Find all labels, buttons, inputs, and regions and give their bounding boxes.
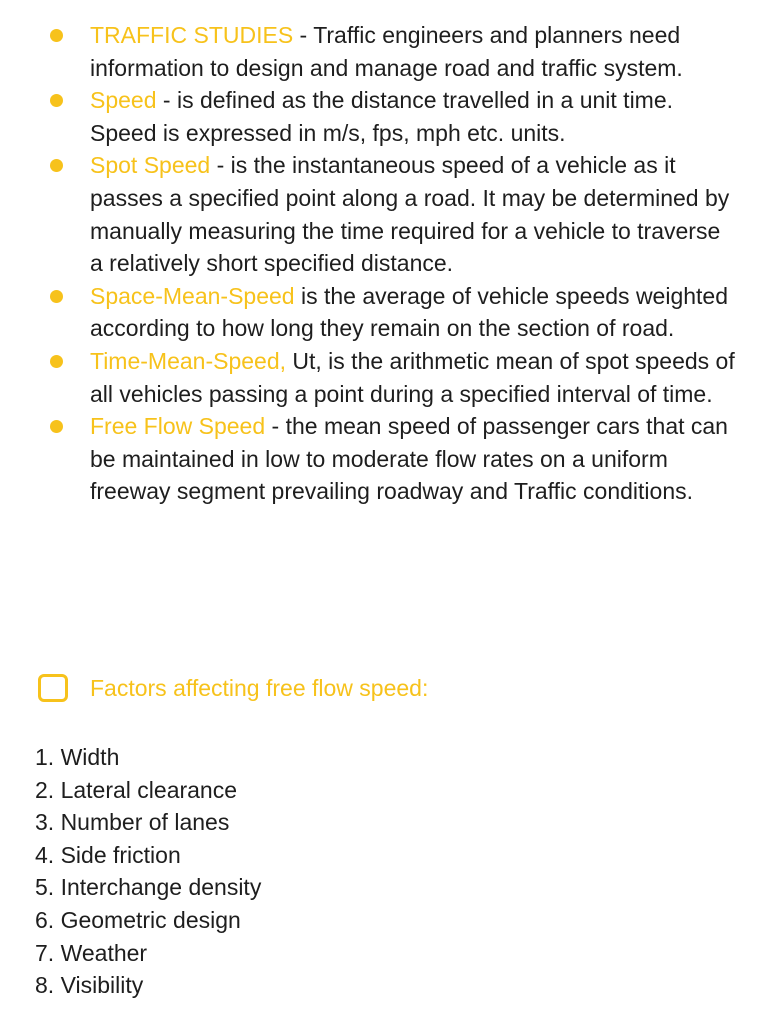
factor-item: 8. Visibility xyxy=(35,972,144,999)
definition-free-flow-speed xyxy=(0,410,768,508)
definition-text: - is the instantaneous speed of a vehicle as it passes a specified point along a road. It may be determined by manually measuring the time required for a vehicle to traverse a relatively short specified distance. xyxy=(90,152,730,277)
definition-text: - is defined as the distance travelled in a unit time. Speed is expressed in m/s, fps, mph etc. units. xyxy=(90,87,674,146)
definition-term: Time-Mean-Speed, xyxy=(90,347,287,374)
factor-item: 6. Geometric design xyxy=(35,906,241,933)
definition-text: is the average of vehicle speeds weighted according to how long they remain on the section of road. xyxy=(90,282,729,342)
factor-item: 5. Interchange density xyxy=(35,874,262,901)
factors-heading xyxy=(38,670,428,706)
factor-item: 2. Lateral clearance xyxy=(35,776,238,803)
factor-item: 1. Width xyxy=(35,744,120,770)
bullet-dot-icon xyxy=(50,355,63,368)
definition-term: Space-Mean-Speed xyxy=(90,282,295,309)
definition-text: - Traffic engineers and planners need information to design and manage road and traffic system. xyxy=(90,22,683,81)
bullet-dot-icon xyxy=(50,29,63,42)
definition-space-mean-speed xyxy=(0,280,768,345)
factor-item: 4. Side friction xyxy=(35,841,181,868)
factor-item: 7. Weather xyxy=(35,939,148,966)
definition-spot-speed xyxy=(0,149,768,279)
definition-term: Free Flow Speed xyxy=(90,413,266,440)
definitions-list xyxy=(0,19,768,508)
bullet-dot-icon xyxy=(50,94,63,107)
definition-term: TRAFFIC STUDIES xyxy=(90,22,294,48)
factors-title: Factors affecting free flow speed: xyxy=(90,674,429,701)
definition-time-mean-speed xyxy=(0,345,768,410)
definition-term: Speed xyxy=(90,87,157,114)
definition-term: Spot Speed xyxy=(90,152,211,179)
definition-speed xyxy=(0,84,768,149)
bullet-dot-icon xyxy=(50,420,63,433)
factors-list xyxy=(35,741,261,1002)
checkbox-icon xyxy=(38,674,68,702)
bullet-dot-icon xyxy=(50,159,63,172)
factor-item: 3. Number of lanes xyxy=(35,809,230,836)
definition-traffic-studies xyxy=(0,19,768,84)
definition-text: - the mean speed of passenger cars that can be maintained in low to moderate flow rates on a uniform freeway segment prevailing roadway and Traffic conditions. xyxy=(90,413,728,505)
definition-text: Ut, is the arithmetic mean of spot speeds of all vehicles passing a point during a specified interval of time. xyxy=(90,347,735,407)
bullet-dot-icon xyxy=(50,290,63,303)
